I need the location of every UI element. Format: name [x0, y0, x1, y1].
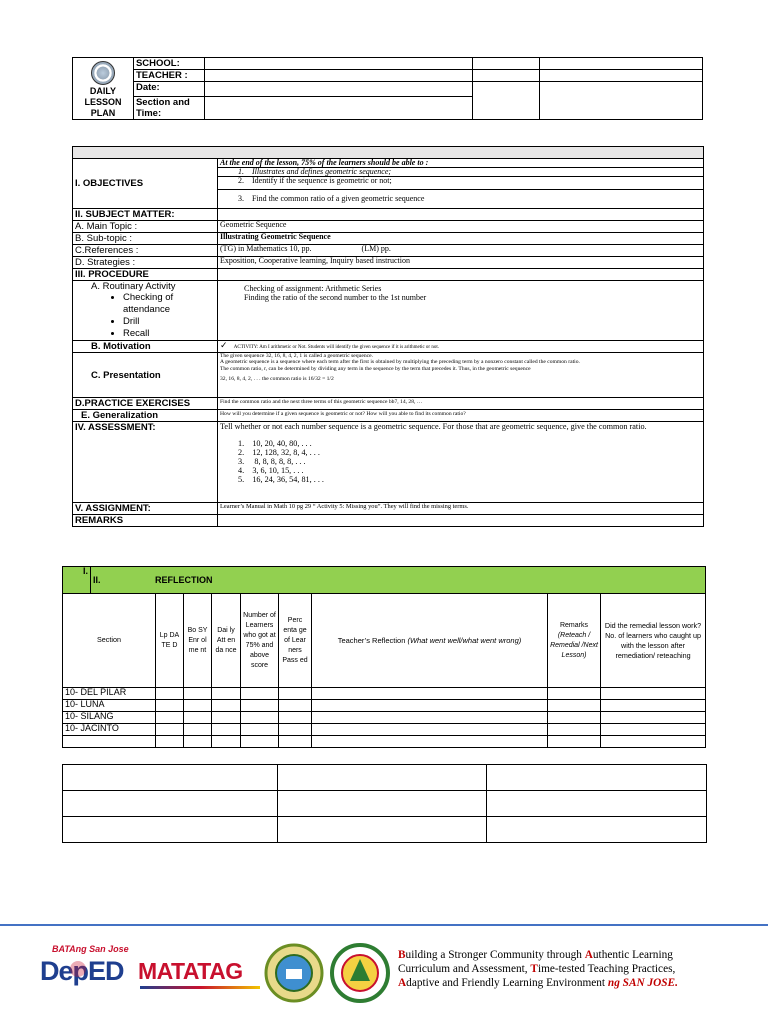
sub-topic-label: B. Sub-topic :: [73, 233, 218, 245]
teacher-field[interactable]: [204, 70, 472, 82]
roman-one: I.: [63, 567, 91, 594]
deped-logo: DepED: [40, 956, 124, 986]
division-seal-icon: [264, 943, 324, 1003]
routinary-content: Checking of assignment: Arithmetic Series Finding the ratio of the second number to the 1st number: [218, 281, 704, 341]
references-value: (TG) in Mathematics 10, pp. (LM) pp.: [218, 245, 704, 257]
main-topic-value: Geometric Sequence: [218, 221, 704, 233]
table-row: [63, 736, 706, 748]
section-del-pilar: 10- DEL PILAR: [63, 688, 156, 700]
signature-grid: [62, 764, 707, 843]
header-blank-2: [540, 58, 703, 70]
assignment-content: Learner’s Manual in Math 10 pg 29 “ Activity 5: Missing you”. They will find the missing terms.: [218, 503, 704, 515]
strategies-label: D. Strategies :: [73, 257, 218, 269]
plan-header-bar: [73, 147, 704, 159]
assessment-items: 1. 10, 20, 40, 80, . . . 2. 12, 128, 32, 8, 4, . . . 3. 8, 8, 8, 8, 8, . . . 4. 3, 6, 10, 15, . . . 5. 16, 24, 36, 54, 81, . . .: [238, 439, 324, 484]
table-row: [63, 712, 706, 724]
col-section: Section: [63, 594, 156, 688]
objectives-label: I. OBJECTIVES: [73, 159, 218, 209]
section-jacinto: 10- JACINTO: [63, 724, 156, 736]
section-silang: 10- SILANG: [63, 712, 156, 724]
objective-2: 2. Identify if the sequence is geometric or not;: [218, 177, 704, 190]
presentation-content: The given sequence 32, 16, 8, 4, 2, 1 is called a geometric sequence. A geometric sequence is a sequence where each term after the first is obtained by multiplying the preceding term by a nonzero constant called the common ratio. The common ratio, r, can be determined by dividing any term in the sequence by the term that precedes it. Thus, in the geometric sequence 32, 16, 8, 4, 2, . . . the common ratio is 16/32 = 1/2: [218, 353, 704, 398]
motivation-content: ✓ ACTIVITY: Am I arithmetic or Not. Students will identify the given sequence if it is arithmetic or not.: [218, 341, 704, 353]
col-lp-dated: Lp DA TE D: [156, 594, 184, 688]
col-percentage-passed: Perc enta ge of Lear ners Pass ed: [279, 594, 312, 688]
footer-rule: [0, 924, 768, 926]
bullet-drill: • Drill: [123, 316, 215, 328]
teacher-label: TEACHER :: [133, 70, 204, 82]
section-luna: 10- LUNA: [63, 700, 156, 712]
header-table: [72, 57, 703, 120]
logo-label-lesson: LESSON: [84, 97, 122, 107]
main-topic-label: A. Main Topic :: [73, 221, 218, 233]
motivation-label: B. Motivation: [73, 341, 218, 353]
deped-seal-icon: [91, 61, 115, 85]
objectives-intro: At the end of the lesson, 75% of the learners should be able to :: [218, 159, 704, 168]
checkmark-icon: ✓: [220, 340, 228, 350]
col-remedial: Did the remedial lesson work? No. of learners who caught up with the lesson after remediation/ reteaching: [601, 594, 706, 688]
col-teacher-reflection: Teacher’s Reflection (What went well/what went wrong): [312, 594, 548, 688]
motto-line-3: Adaptive and Friendly Learning Environment ng SAN JOSE.: [398, 977, 678, 989]
practice-label: D.PRACTICE EXERCISES: [73, 398, 218, 410]
bullet-recall: • Recall: [123, 328, 215, 340]
lesson-plan-table: [72, 146, 704, 527]
section-time-field[interactable]: [204, 97, 472, 120]
school-seal-icon: [330, 943, 390, 1003]
batang-san-jose-text: BATAng San Jose: [52, 944, 129, 954]
routinary-bullets: [91, 292, 215, 340]
routinary-cell: [73, 281, 218, 341]
assessment-label: IV. ASSESSMENT:: [73, 422, 218, 503]
procedure-label: III. PROCEDURE: [73, 269, 218, 281]
generalization-content: How will you determine if a given sequence is geometric or not? How will you able to find its common ratio?: [218, 410, 704, 422]
generalization-label: E. Generalization: [73, 410, 218, 422]
references-label: C.References :: [73, 245, 218, 257]
motto-line-2: Curriculum and Assessment, Time-tested Teaching Practices,: [398, 963, 676, 975]
matatag-underline: [140, 986, 260, 989]
reflection-table: [62, 566, 706, 748]
routinary-label: A. Routinary Activity: [91, 281, 176, 292]
logo-label-daily: DAILY: [89, 86, 117, 96]
deped-emblem-icon: [70, 961, 86, 977]
table-row: [63, 700, 706, 712]
section-blank: [63, 736, 156, 748]
motto-line-1: Building a Stronger Community through Authentic Learning: [398, 949, 673, 961]
date-label: Date:: [133, 82, 204, 97]
strategies-value: Exposition, Cooperative learning, Inquiry based instruction: [218, 257, 704, 269]
bullet-attendance: • Checking of attendance: [123, 292, 215, 316]
footer-motto: [398, 948, 764, 990]
col-number-learners: Number of Learners who got at 75% and above score: [241, 594, 279, 688]
logo-label-plan: PLAN: [90, 108, 116, 118]
objective-1: 1. Illustrates and defines geometric sequence;: [218, 168, 704, 177]
deped-seal-cell: [73, 58, 134, 120]
col-remarks: Remarks (Reteach / Remedial /Next Lesson): [548, 594, 601, 688]
school-field[interactable]: [204, 58, 472, 70]
table-row: [63, 688, 706, 700]
school-label: SCHOOL:: [133, 58, 204, 70]
sub-topic-value: Illustrating Geometric Sequence: [218, 233, 704, 245]
presentation-label: C. Presentation: [73, 353, 218, 398]
date-field[interactable]: [204, 82, 472, 97]
col-bosy-enrolment: Bo SY Enr ol me nt: [184, 594, 212, 688]
reflection-title: II. REFLECTION: [91, 567, 706, 594]
assessment-content: Tell whether or not each number sequence is a geometric sequence. For those that are geometric sequence, give the common ratio. 1. 10, 20, 40, 80, . . . 2. 12, 128, 32, 8, 4, . . . 3. 8, 8, 8, 8, 8, . . . 4. 3, 6, 10, 15, . . . 5. 16, 24, 36, 54, 81, . . .: [218, 422, 704, 503]
matatag-logo: MATATAG: [138, 958, 243, 984]
section-time-label: Section and Time:: [133, 97, 204, 120]
remarks-label: REMARKS: [73, 515, 218, 527]
subject-matter-label: II. SUBJECT MATTER:: [73, 209, 218, 221]
header-blank-1: [473, 58, 540, 70]
table-row: [63, 724, 706, 736]
remarks-field[interactable]: [218, 515, 704, 527]
objective-3: 3. Find the common ratio of a given geometric sequence: [218, 190, 704, 209]
practice-content: Find the common ratio and the next three terms of this geometric sequence bb7, 14, 28, …: [218, 398, 704, 410]
reflection-title-row: [63, 567, 706, 594]
assignment-label: V. ASSIGNMENT:: [73, 503, 218, 515]
reflection-header-row: [63, 594, 706, 688]
col-daily-attendance: Dai ly Att en da nce: [212, 594, 241, 688]
